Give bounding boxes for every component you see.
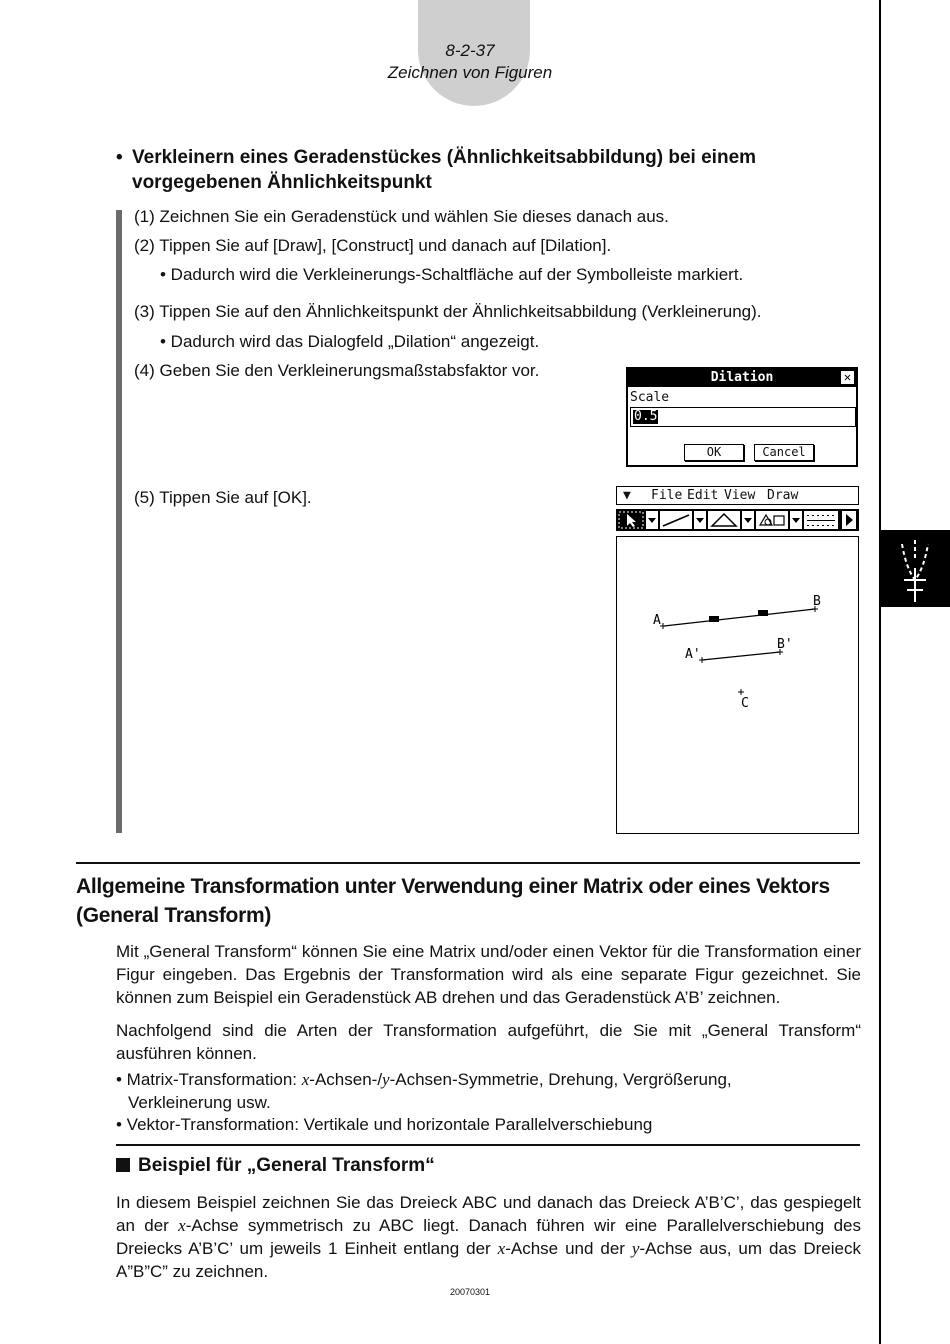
geometry-icon [880, 530, 950, 607]
point-a-label: A [653, 613, 661, 628]
point-b-prime-label: B' [777, 637, 793, 652]
close-icon[interactable]: ✕ [841, 371, 854, 384]
chapter-title: Zeichnen von Figuren [387, 63, 553, 82]
line-segment-icon [660, 511, 692, 529]
line-dropdown-icon[interactable] [694, 511, 706, 529]
point-a-prime-label: A' [685, 647, 701, 662]
cancel-button[interactable]: Cancel [754, 444, 814, 461]
menu-draw[interactable]: Draw [767, 488, 799, 503]
step-2: (2) Tippen Sie auf [Draw], [Construct] und danach auf [Dilation]. [134, 236, 612, 255]
subsection-heading [116, 145, 836, 195]
dilation-dialog [626, 367, 858, 467]
heading-bullet: • [116, 147, 123, 168]
construct-dropdown-icon[interactable] [790, 511, 802, 529]
example-heading [116, 1155, 435, 1177]
triangle-icon [708, 511, 740, 529]
section-title-line-2: (General Transform) [76, 904, 272, 927]
step-3: (3) Tippen Sie auf den Ähnlichkeitspunkt der Ähnlichkeitsabbildung (Verkleinerung). [134, 302, 762, 321]
list-item-vector: • Vektor-Transformation: Vertikale und horizontale Parallelverschiebung [116, 1115, 653, 1134]
grid-tool-button[interactable] [804, 511, 838, 529]
dialog-title: Dilation [628, 369, 856, 387]
example-text: In diesem Beispiel zeichnen Sie das Dreieck ABC und danach das Dreieck A’B’C’, das gespiegelt an der [116, 1193, 861, 1235]
list-text: Verkleinerung usw. [128, 1093, 271, 1112]
step-3-note: • Dadurch wird das Dialogfeld „Dilation“ angezeigt. [160, 332, 540, 351]
point-c-marker[interactable] [738, 689, 744, 695]
selection-handle[interactable] [709, 616, 719, 622]
select-dropdown-icon[interactable] [646, 511, 658, 529]
section-divider [76, 862, 860, 864]
footer-code: 20070301 [449, 1287, 491, 1297]
example-divider [116, 1144, 860, 1146]
grid-icon [804, 511, 838, 529]
math-x: x [497, 1239, 506, 1258]
types-paragraph: Nachfolgend sind die Arten der Transformation aufgeführt, die Sie mit „General Transform“ ausführen können. [116, 1021, 861, 1063]
list-item-matrix [116, 1068, 861, 1114]
point-a-marker[interactable] [660, 623, 666, 629]
line-tool-button[interactable] [660, 511, 692, 529]
segment-a-prime-b-prime[interactable] [702, 652, 780, 660]
toolbar [616, 509, 859, 531]
example-heading-text: Beispiel für „General Transform“ [138, 1155, 435, 1176]
scale-label: Scale [630, 390, 670, 405]
example-text: -Achse aus, um das Dreieck A”B”C” zu zeichnen. [116, 1239, 861, 1281]
heading-line-2: vorgegebenen Ähnlichkeitspunkt [132, 172, 432, 193]
list-text: -Achsen-Symmetrie, Drehung, Vergrößerung, [389, 1070, 732, 1089]
selection-handle[interactable] [758, 610, 768, 616]
math-y: y [631, 1239, 640, 1258]
segment-ab[interactable] [664, 609, 815, 626]
point-b-label: B [813, 594, 821, 609]
heading-line-1: Verkleinern eines Geradenstückes (Ähnlichkeitsabbildung) bei einem [132, 147, 757, 168]
intro-paragraph: Mit „General Transform“ können Sie eine Matrix und/oder einen Vektor für die Transformation einer Figur eingeben. Das Ergebnis der Transformation wird als eine separate Figur gezeichnet. Sie können zum Beispiel ein Geradenstück AB drehen und das Geradenstück A’B’ zeichnen. [116, 942, 861, 1007]
example-text: -Achse symmetrisch zu ABC liegt. Danach führen wir eine Parallelverschiebung des Dreiecks A’B’C’ um jeweils 1 Einheit entlang der [116, 1216, 861, 1258]
scale-value: 0.5 [634, 409, 658, 424]
scale-input[interactable] [630, 407, 856, 427]
chapter-tab [880, 530, 950, 607]
menu-file[interactable]: File [651, 488, 683, 503]
toolbar-scroll-button[interactable] [842, 511, 856, 529]
shape-dropdown-icon[interactable] [742, 511, 754, 529]
step-2-note: • Dadurch wird die Verkleinerungs-Schaltfläche auf der Symbolleiste markiert. [160, 265, 744, 284]
page-number: 8-2-37 [445, 41, 495, 60]
geometry-canvas[interactable] [616, 536, 859, 834]
menu-view[interactable]: View [724, 488, 756, 503]
list-text: -Achsen-/ [309, 1070, 383, 1089]
step-5: (5) Tippen Sie auf [OK]. [134, 488, 312, 507]
procedure-sidebar [116, 210, 122, 833]
section-title-line-1: Allgemeine Transformation unter Verwendung einer Matrix oder eines Vektors [76, 875, 830, 898]
construct-tool-button[interactable] [756, 511, 788, 529]
geometry-drawing [617, 537, 860, 835]
pointer-icon [618, 511, 644, 529]
step-1: (1) Zeichnen Sie ein Geradenstück und wählen Sie dieses danach aus. [134, 207, 669, 226]
menu-bar [616, 486, 859, 505]
example-paragraph [116, 1191, 861, 1283]
shape-tool-button[interactable] [708, 511, 740, 529]
example-text: -Achse und der [505, 1239, 632, 1258]
math-x: x [301, 1070, 310, 1089]
section-title [76, 872, 866, 930]
play-right-icon [842, 511, 856, 529]
right-margin-rule [879, 0, 881, 1344]
select-tool-button[interactable] [618, 511, 644, 529]
math-x: x [178, 1216, 186, 1235]
point-c-label: C [741, 696, 749, 711]
square-bullet-icon [116, 1158, 130, 1172]
ok-button[interactable]: OK [684, 444, 744, 461]
math-y: y [382, 1070, 390, 1089]
construct-icon [756, 511, 788, 529]
step-4: (4) Geben Sie den Verkleinerungsmaßstabsfaktor vor. [134, 361, 540, 380]
menu-edit[interactable]: Edit [687, 488, 719, 503]
menu-dropdown-icon[interactable]: ▼ [623, 488, 631, 503]
list-text: • Matrix-Transformation: [116, 1070, 302, 1089]
